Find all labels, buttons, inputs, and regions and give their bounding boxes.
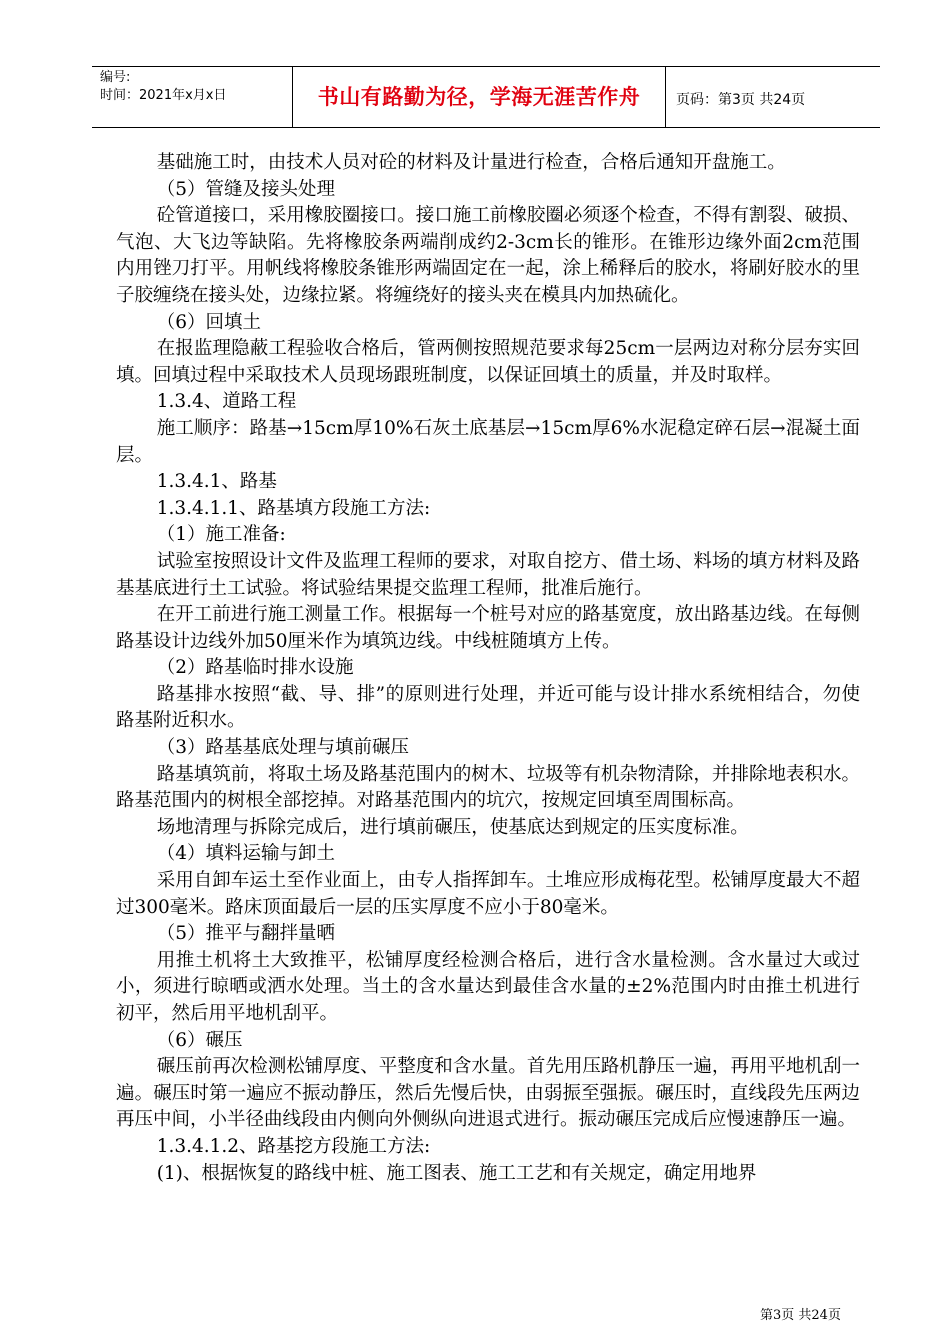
paragraph: 采用自卸车运土至作业面上，由专人指挥卸车。土堆应形成梅花型。松铺厚度最大不超过300毫米。路床顶面最后一层的压实厚度不应小于80毫米。 (116, 870, 860, 918)
paragraph: （5）管缝及接头处理 (156, 178, 335, 200)
paragraph: （4）填料运输与卸土 (156, 843, 335, 865)
paragraph: 在报监理隐蔽工程验收合格后，管两侧按照规范要求每25cm一层两边对称分层夯实回填。回填过程中采取技术人员现场跟班制度，以保证回填土的质量，并及时取样。 (116, 338, 860, 386)
header-page-cell (666, 67, 880, 127)
paragraph: 路基排水按照“截、导、排”的原则进行处理，并近可能与设计排水系统相结合，勿使路基附近积水。 (116, 683, 860, 732)
paragraph: （6）碾压 (156, 1029, 243, 1051)
header-motto: 书山有路勤为径，学海无涯苦作舟 (317, 85, 641, 109)
document-time-label: 时间：2021年x月x日 (100, 88, 227, 103)
paragraph: （1）施工准备: (156, 524, 286, 546)
paragraph: 1.3.4.1.2、路基挖方段施工方法: (156, 1135, 431, 1157)
paragraph: 1.3.4、道路工程 (156, 391, 297, 413)
document-body (116, 150, 860, 1187)
paragraph: 1.3.4.1.1、路基填方段施工方法: (156, 497, 431, 519)
document-header (92, 66, 880, 128)
paragraph: （3）路基基底处理与填前碾压 (156, 737, 409, 759)
header-motto-cell (293, 67, 666, 127)
paragraph: （6）回填土 (156, 311, 261, 333)
paragraph: 路基填筑前，将取土场及路基范围内的树木、垃圾等有机杂物清除，并排除地表积水。路基范围内的树根全部挖掉。对路基范围内的坑穴，按规定回填至周围标高。 (116, 763, 860, 812)
paragraph: 用推土机将土大致推平，松铺厚度经检测合格后，进行含水量检测。含水量过大或过小，须进行晾晒或洒水处理。当土的含水量达到最佳含水量的±2%范围内时由推土机进行初平，然后用平地机刮平。 (116, 949, 860, 1024)
paragraph: (1)、根据恢复的路线中桩、施工图表、施工工艺和有关规定，确定用地界 (156, 1162, 757, 1184)
paragraph: 施工顺序：路基→15cm厚10%石灰土底基层→15cm厚6%水泥稳定碎石层→混凝土面层。 (116, 417, 860, 466)
header-meta-cell (92, 67, 293, 127)
paragraph: 场地清理与拆除完成后，进行填前碾压，使基底达到规定的压实度标准。 (156, 816, 749, 838)
footer-page-number: 第3页 共24页 (760, 1308, 841, 1323)
paragraph: 在开工前进行施工测量工作。根据每一个桩号对应的路基宽度，放出路基边线。在每侧路基设计边线外加50厘米作为填筑边线。中线桩随填方上传。 (116, 604, 860, 652)
paragraph: （5）推平与翻拌量晒 (156, 923, 335, 945)
paragraph: （2）路基临时排水设施 (156, 657, 354, 679)
header-page-number: 页码：第3页 共24页 (676, 92, 806, 108)
document-number-label: 编号: (100, 70, 131, 85)
paragraph: 试验室按照设计文件及监理工程师的要求，对取自挖方、借土场、料场的填方材料及路基基底进行土工试验。将试验结果提交监理工程师，批准后施行。 (116, 550, 860, 599)
paragraph: 基础施工时，由技术人员对砼的材料及计量进行检查，合格后通知开盘施工。 (156, 152, 786, 173)
paragraph: 碾压前再次检测松铺厚度、平整度和含水量。首先用压路机静压一遍，再用平地机刮一遍。碾压时第一遍应不振动静压，然后先慢后快，由弱振至强振。碾压时，直线段先压两边再压中间，小半径曲线段由内侧向外侧纵向进退式进行。振动碾压完成后应慢速静压一遍。 (116, 1056, 860, 1131)
paragraph: 砼管道接口，采用橡胶圈接口。接口施工前橡胶圈必须逐个检查，不得有割裂、破损、气泡、大飞边等缺陷。先将橡胶条两端削成约2-3cm长的锥形。在锥形边缘外面2cm范围内用锉刀打平。用帆线将橡胶条锥形两端固定在一起，涂上稀释后的胶水，将刷好胶水的里子胶缠绕在接头处，边缘拉紧。将缠绕好的接头夹在模具内加热硫化。 (116, 205, 860, 306)
paragraph: 1.3.4.1、路基 (156, 471, 277, 493)
